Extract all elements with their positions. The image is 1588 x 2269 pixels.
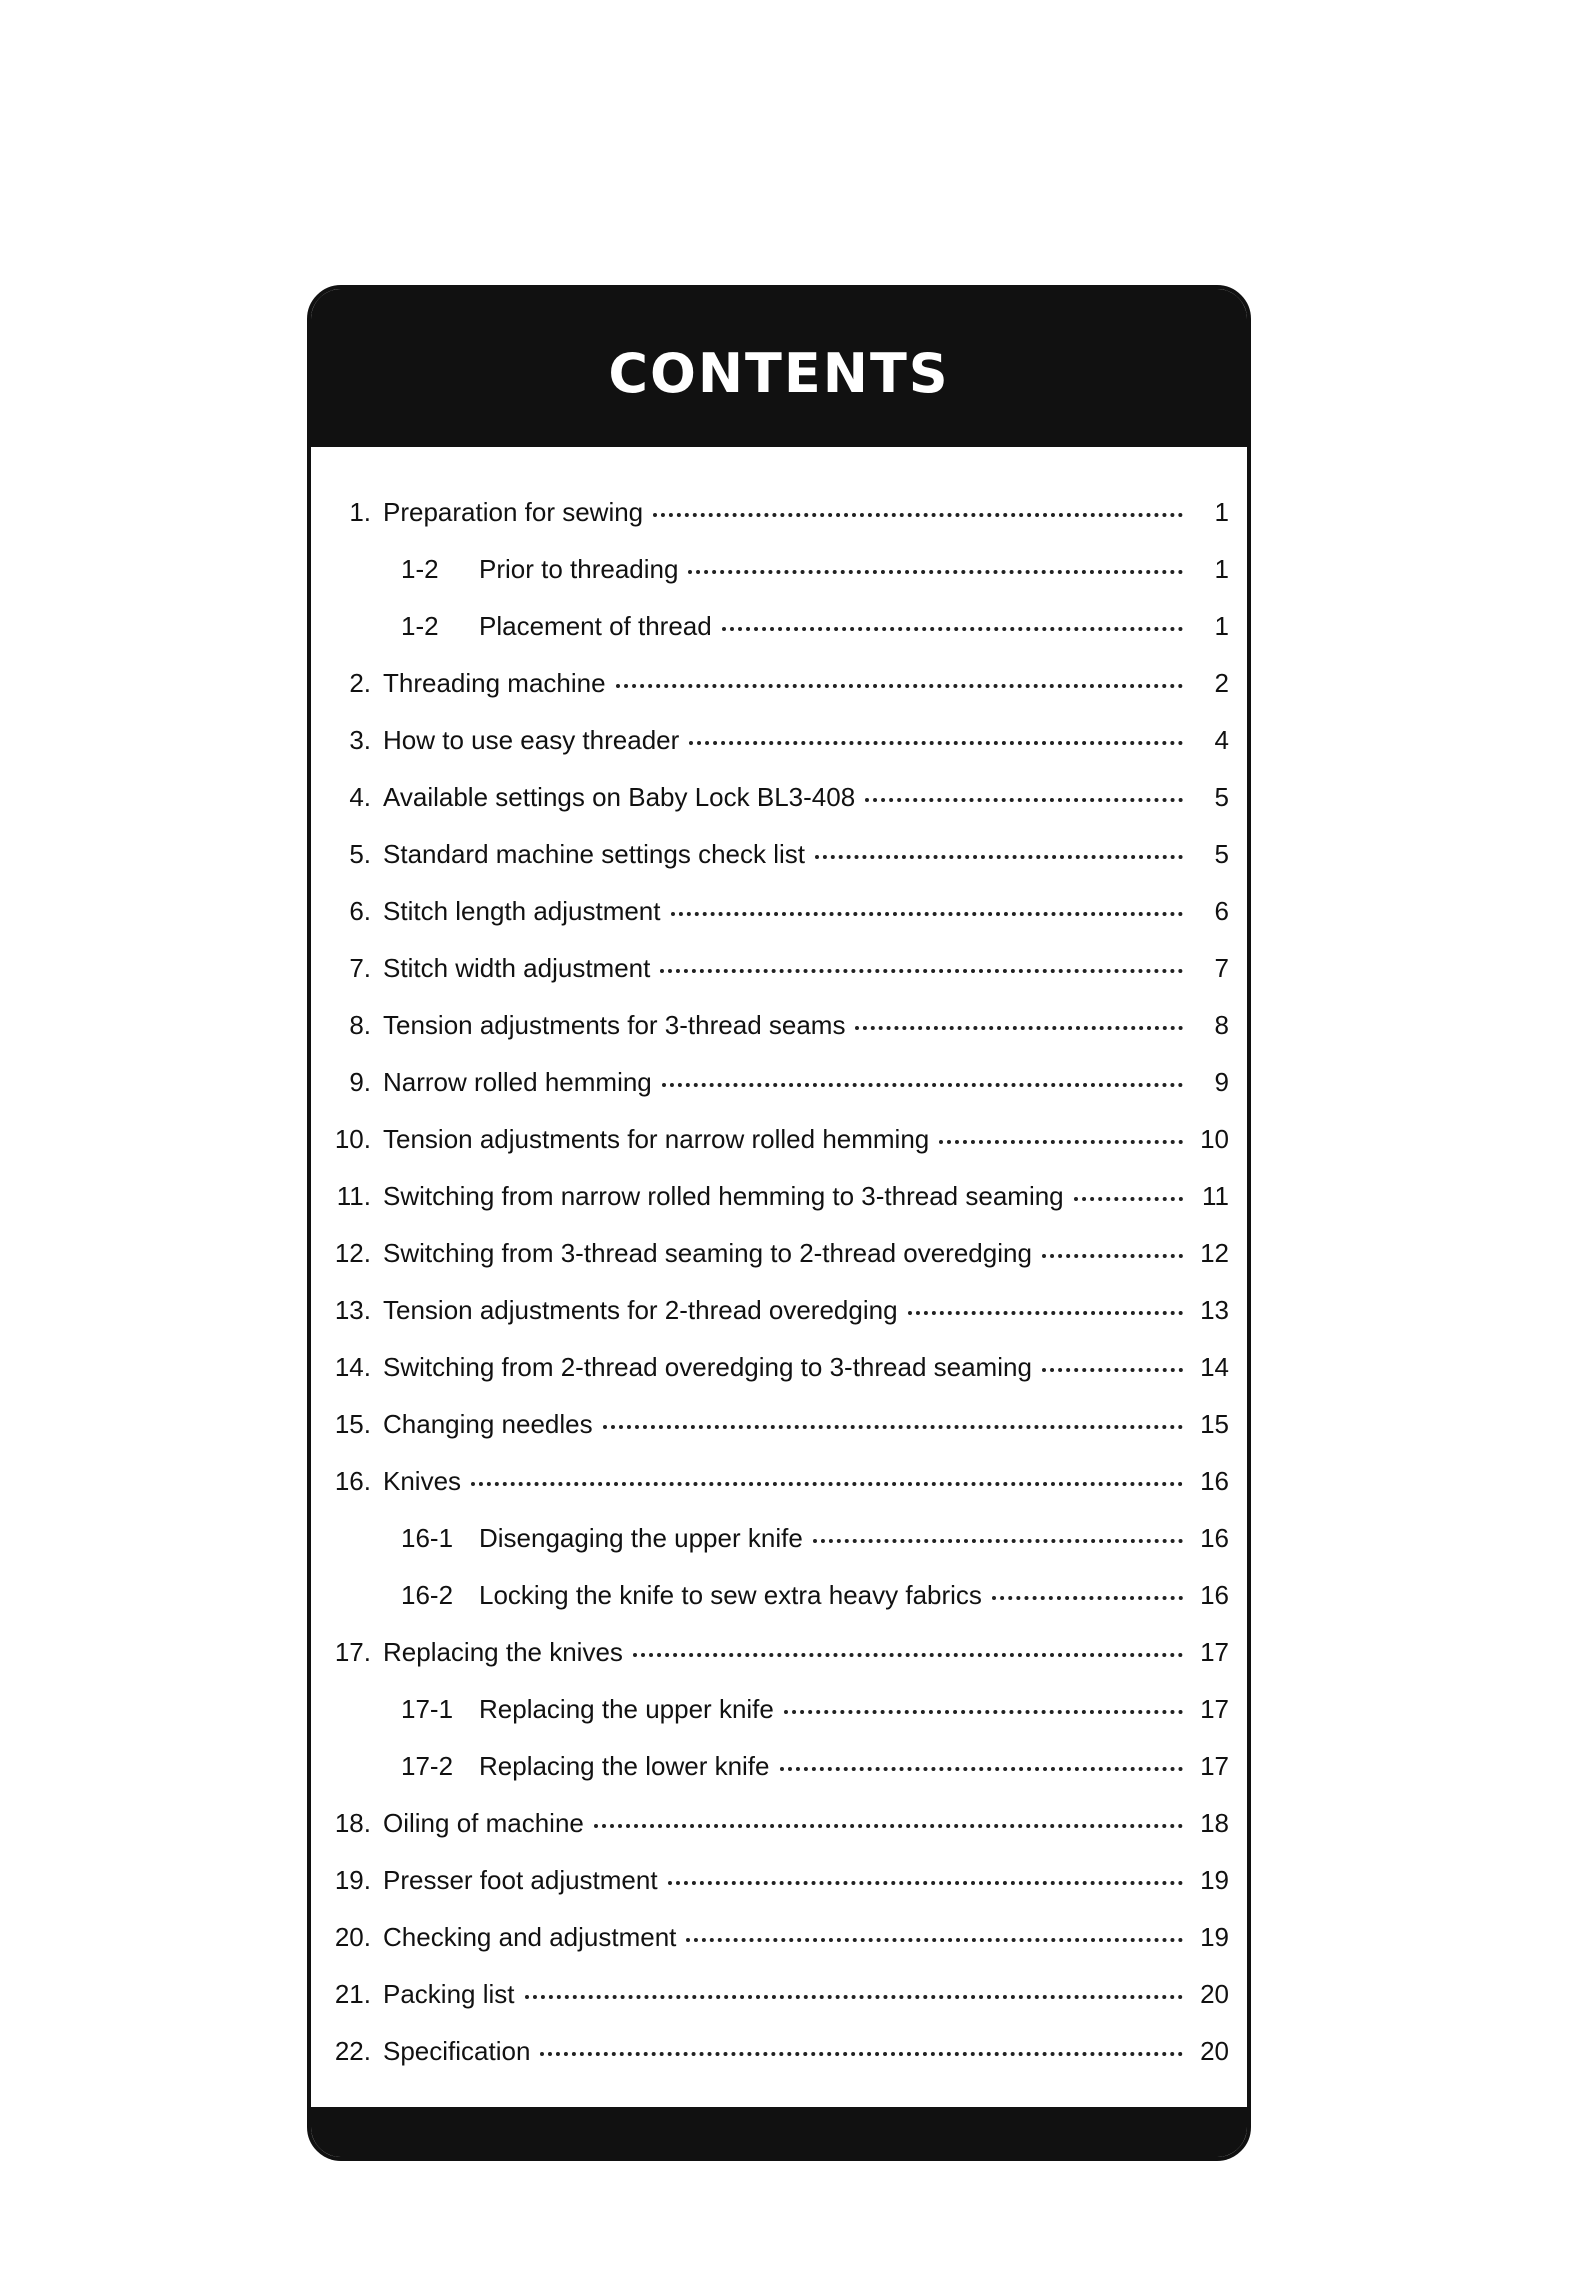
toc-entry-page: 15 <box>1200 1409 1229 1439</box>
toc-entry <box>311 948 1247 988</box>
toc-entry <box>311 1803 1247 1843</box>
toc-entry-number: 13. <box>334 1295 371 1325</box>
toc-entry <box>311 777 1247 817</box>
toc-entry-text <box>383 492 1191 532</box>
toc-entry-text <box>383 1404 1191 1444</box>
dot-leader <box>633 1653 1183 1657</box>
toc-entry-page: 13 <box>1200 1295 1229 1325</box>
toc-entry-number: 20. <box>334 1922 371 1952</box>
toc-entry-page: 6 <box>1214 896 1229 926</box>
toc-entry-text <box>383 1290 1191 1330</box>
toc-entry <box>311 1575 1247 1615</box>
toc-entry <box>311 549 1247 589</box>
toc-entry-title: Presser foot adjustment <box>383 1860 668 1900</box>
dot-leader <box>1074 1197 1183 1201</box>
toc-entry <box>311 1290 1247 1330</box>
toc-entry-page: 11 <box>1202 1181 1229 1211</box>
dot-leader <box>471 1482 1183 1486</box>
toc-entry-number: 1-2 <box>401 554 439 584</box>
dot-leader <box>722 627 1183 631</box>
toc-entry-title: Switching from 3-thread seaming to 2-thread overedging <box>383 1233 1042 1273</box>
toc-entry <box>311 1860 1247 1900</box>
toc-entry-text <box>479 606 1191 646</box>
toc-entry-title: Changing needles <box>383 1404 603 1444</box>
toc-entry <box>311 663 1247 703</box>
toc-entry-number: 17. <box>334 1637 371 1667</box>
dot-leader <box>939 1140 1183 1144</box>
toc-entry-number: 7. <box>349 953 371 983</box>
toc-entry-title: Narrow rolled hemming <box>383 1062 662 1102</box>
dot-leader <box>594 1824 1183 1828</box>
toc-entry-number: 17-1 <box>401 1694 454 1724</box>
toc-entry-text <box>383 1005 1191 1045</box>
toc-entry-number: 2. <box>349 668 371 698</box>
toc-entry-title: How to use easy threader <box>383 720 689 760</box>
toc-entry <box>311 1689 1247 1729</box>
toc-entry <box>311 1974 1247 2014</box>
toc-entry-number: 19. <box>334 1865 371 1895</box>
toc-entry-number: 22. <box>334 2036 371 2066</box>
dot-leader <box>1042 1254 1183 1258</box>
toc-entry-number: 15. <box>334 1409 371 1439</box>
toc-entry-page: 5 <box>1214 839 1229 869</box>
dot-leader <box>653 513 1183 517</box>
toc-entry-text <box>479 549 1191 589</box>
toc-entry <box>311 1176 1247 1216</box>
toc-entry-page: 9 <box>1214 1067 1229 1097</box>
toc-entry-number: 16. <box>334 1466 371 1496</box>
toc-entry-text <box>479 1575 1191 1615</box>
toc-entry-page: 1 <box>1214 611 1229 641</box>
dot-leader <box>784 1710 1183 1714</box>
toc-entry-title: Switching from narrow rolled hemming to 3-thread seaming <box>383 1176 1074 1216</box>
dot-leader <box>668 1881 1183 1885</box>
toc-entry-title: Oiling of machine <box>383 1803 594 1843</box>
toc-entry <box>311 891 1247 931</box>
toc-entry-page: 20 <box>1200 1979 1229 2009</box>
toc-entry-title: Knives <box>383 1461 471 1501</box>
toc-entry-number: 1-2 <box>401 611 439 641</box>
toc-entry <box>311 1461 1247 1501</box>
toc-entry-text <box>383 891 1191 931</box>
toc-entry-text <box>383 777 1191 817</box>
dot-leader <box>525 1995 1184 1999</box>
toc-entry-title: Switching from 2-thread overedging to 3-thread seaming <box>383 1347 1042 1387</box>
toc-entry <box>311 1062 1247 1102</box>
dot-leader <box>689 741 1183 745</box>
toc-entry <box>311 1518 1247 1558</box>
toc-entry <box>311 720 1247 760</box>
toc-entry-text <box>479 1518 1191 1558</box>
toc-entry-page: 18 <box>1200 1808 1229 1838</box>
toc-entry-page: 2 <box>1214 668 1229 698</box>
toc-entry-text <box>383 1062 1191 1102</box>
toc-entry-text <box>383 1632 1191 1672</box>
dot-leader <box>865 798 1183 802</box>
toc-entry <box>311 1347 1247 1387</box>
toc-entry-text <box>383 2031 1191 2071</box>
toc-entry-number: 1. <box>349 497 371 527</box>
toc-entry-title: Replacing the upper knife <box>479 1689 784 1729</box>
toc-entry-text <box>383 1461 1191 1501</box>
toc-entry-text <box>383 1347 1191 1387</box>
toc-entry-page: 12 <box>1200 1238 1229 1268</box>
toc-entry-page: 7 <box>1214 953 1229 983</box>
toc-entry-title: Tension adjustments for 3-thread seams <box>383 1005 855 1045</box>
dot-leader <box>992 1596 1183 1600</box>
toc-entry-page: 1 <box>1214 497 1229 527</box>
toc-entry-title: Tension adjustments for narrow rolled hemming <box>383 1119 939 1159</box>
toc-entry-page: 20 <box>1200 2036 1229 2066</box>
toc-entry-title: Available settings on Baby Lock BL3-408 <box>383 777 865 817</box>
dot-leader <box>855 1026 1183 1030</box>
toc-entry <box>311 1119 1247 1159</box>
toc-entry <box>311 1917 1247 1957</box>
dot-leader <box>662 1083 1183 1087</box>
toc-entry-text <box>383 1860 1191 1900</box>
toc-entry-number: 12. <box>334 1238 371 1268</box>
dot-leader <box>660 969 1183 973</box>
dot-leader <box>540 2052 1183 2056</box>
page-title: CONTENTS <box>608 341 950 405</box>
toc-entry-page: 8 <box>1214 1010 1229 1040</box>
toc-entry <box>311 2031 1247 2071</box>
toc-entry <box>311 1746 1247 1786</box>
toc-entry-title: Tension adjustments for 2-thread overedging <box>383 1290 908 1330</box>
toc-entry-title: Replacing the knives <box>383 1632 633 1672</box>
toc-entry-page: 16 <box>1200 1580 1229 1610</box>
dot-leader <box>603 1425 1183 1429</box>
toc-entry-number: 5. <box>349 839 371 869</box>
toc-entry-title: Stitch width adjustment <box>383 948 660 988</box>
toc-entry-text <box>383 663 1191 703</box>
dot-leader <box>1042 1368 1183 1372</box>
dot-leader <box>671 912 1184 916</box>
toc-entry <box>311 1005 1247 1045</box>
toc-entry-title: Standard machine settings check list <box>383 834 815 874</box>
toc-entry-number: 16-1 <box>401 1523 454 1553</box>
toc-entry-number: 4. <box>349 782 371 812</box>
toc-entry-title: Packing list <box>383 1974 525 2014</box>
toc-entry-page: 19 <box>1200 1922 1229 1952</box>
toc-entry-page: 5 <box>1214 782 1229 812</box>
toc-entry-text <box>383 834 1191 874</box>
toc-entry-number: 3. <box>349 725 371 755</box>
toc-entry-page: 4 <box>1214 725 1229 755</box>
toc-entry-number: 8. <box>349 1010 371 1040</box>
toc-entry <box>311 1632 1247 1672</box>
toc-entry-page: 1 <box>1214 554 1229 584</box>
dot-leader <box>813 1539 1183 1543</box>
toc-entry-title: Specification <box>383 2031 540 2071</box>
toc-entry-title: Checking and adjustment <box>383 1917 686 1957</box>
toc-entry-number: 9. <box>349 1067 371 1097</box>
dot-leader <box>908 1311 1183 1315</box>
toc-entry-number: 21. <box>334 1979 371 2009</box>
toc-entry-page: 10 <box>1200 1124 1229 1154</box>
toc-entry-title: Stitch length adjustment <box>383 891 671 931</box>
toc-entry <box>311 1404 1247 1444</box>
toc-entry-number: 16-2 <box>401 1580 454 1610</box>
toc-entry-number: 17-2 <box>401 1751 454 1781</box>
dot-leader <box>686 1938 1183 1942</box>
toc-entry-number: 11. <box>336 1181 371 1211</box>
toc-entry <box>311 834 1247 874</box>
toc-entry-title: Replacing the lower knife <box>479 1746 780 1786</box>
toc-entry-title: Threading machine <box>383 663 616 703</box>
toc-entry <box>311 1233 1247 1273</box>
toc-entry-page: 16 <box>1200 1466 1229 1496</box>
toc-entry-number: 6. <box>349 896 371 926</box>
toc-entry-text <box>383 1803 1191 1843</box>
toc-entry-text <box>383 1119 1191 1159</box>
toc-entry-title: Disengaging the upper knife <box>479 1518 813 1558</box>
toc-entry-text <box>479 1746 1191 1786</box>
toc-entry-text <box>383 720 1191 760</box>
toc-entry <box>311 606 1247 646</box>
toc-entry-title: Placement of thread <box>479 606 722 646</box>
toc-entry-page: 17 <box>1200 1751 1229 1781</box>
dot-leader <box>815 855 1183 859</box>
toc-entry-title: Locking the knife to sew extra heavy fabrics <box>479 1575 992 1615</box>
toc-entry-page: 16 <box>1200 1523 1229 1553</box>
toc-entry-number: 18. <box>334 1808 371 1838</box>
footer-bar <box>311 2107 1247 2157</box>
toc-entry-page: 14 <box>1200 1352 1229 1382</box>
contents-panel <box>307 285 1251 2161</box>
toc-entry-number: 14. <box>334 1352 371 1382</box>
toc-entry-text <box>383 1917 1191 1957</box>
dot-leader <box>780 1767 1184 1771</box>
dot-leader <box>688 570 1183 574</box>
toc-entry-text <box>383 1176 1191 1216</box>
contents-header <box>311 289 1247 447</box>
toc-entry-page: 17 <box>1200 1694 1229 1724</box>
toc-entry-title: Prior to threading <box>479 549 688 589</box>
toc-entry-page: 17 <box>1200 1637 1229 1667</box>
toc-entry-text <box>383 1974 1191 2014</box>
toc-entry-text <box>383 948 1191 988</box>
toc-entry-text <box>479 1689 1191 1729</box>
toc-entry-number: 10. <box>334 1124 371 1154</box>
toc-entry <box>311 492 1247 532</box>
toc-entry-page: 19 <box>1200 1865 1229 1895</box>
toc-entry-title: Preparation for sewing <box>383 492 653 532</box>
toc-entry-text <box>383 1233 1191 1273</box>
dot-leader <box>616 684 1183 688</box>
